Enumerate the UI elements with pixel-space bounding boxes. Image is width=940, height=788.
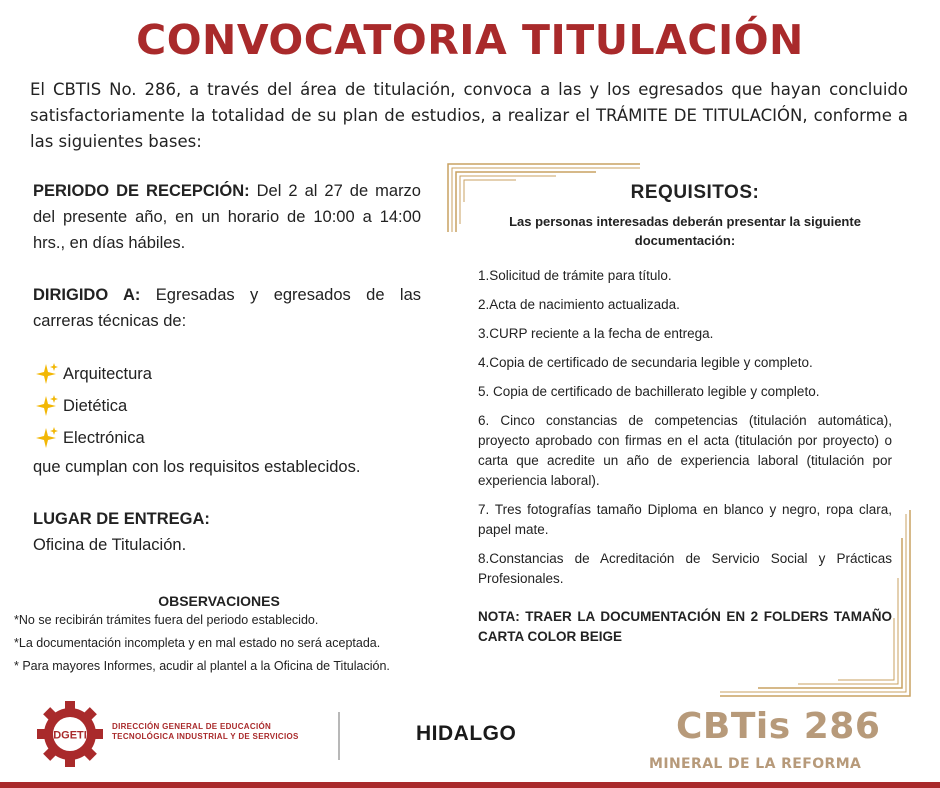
requisito-item: 2.Acta de nacimiento actualizada. [478,297,680,312]
requisitos-title: REQUISITOS: [630,182,760,203]
page-title: CONVOCATORIA TITULACIÓN [136,16,804,64]
footer [0,688,940,788]
lugar-section [33,506,421,558]
periodo-section [33,178,421,256]
career-label: Dietética [63,397,128,415]
logo-text: DGETI [53,729,87,742]
observacion-item: *La documentación incompleta y en mal estado no será aceptada. [14,636,381,650]
periodo-text: Del 2 al 27 de marzo del presente año, en un horario de 10:00 a 14:00 hrs., en días hábiles. [33,182,421,252]
sparkle-icon [33,361,59,387]
bases-column [33,178,421,558]
observaciones-section [14,593,424,682]
career-label: Arquitectura [63,365,152,383]
requisitos-list [478,266,892,589]
dirigido-label: DIRIGIDO A: [33,286,141,304]
school-name: CBTis 286 [676,706,881,747]
footer-red-bar [0,782,940,788]
dgeti-name [112,722,299,742]
dgeti-line-1: DIRECCIÓN GENERAL DE EDUCACIÓN [112,722,272,731]
career-label: Electrónica [63,429,145,447]
observacion-item: *No se recibirán trámites fuera del periodo establecido. [14,613,319,627]
sparkle-icon [33,393,59,419]
requisito-item: 7. Tres fotografías tamaño Diploma en blanco y negro, ropa clara, papel mate. [478,502,892,537]
requisito-item: 1.Solicitud de trámite para título. [478,268,672,283]
dgeti-line-2: TECNOLÓGICA INDUSTRIAL Y DE SERVICIOS [112,732,299,741]
requisito-item: 5. Copia de certificado de bachillerato legible y completo. [478,384,820,399]
requisito-item: 8.Constancias de Acreditación de Servicio Social y Prácticas Profesionales. [478,551,892,586]
school-location: MINERAL DE LA REFORMA [649,756,862,772]
state-name: HIDALGO [416,722,517,745]
dirigido-section [33,282,421,334]
dgeti-gear-logo [36,700,104,768]
requisito-item: 3.CURP reciente a la fecha de entrega. [478,326,714,341]
career-item [33,358,421,390]
career-item [33,390,421,422]
requisito-item: 4.Copia de certificado de secundaria legible y completo. [478,355,813,370]
footer-divider [338,712,340,760]
requisito-item: 6. Cinco constancias de competencias (titulación automática), proyecto aprobado con firmas en el acta (titulación por proyecto) o carta que acredite un año de experiencia laboral (titulación por experiencia laboral). [478,413,892,488]
intro-paragraph: El CBTIS No. 286, a través del área de titulación, convoca a las y los egresados que hayan concluido satisfactoriamente la totalidad de su plan de estudios, a realizar el TRÁMITE DE TITULACIÓN, conforme a las siguientes bases: [30,80,908,151]
observacion-item: * Para mayores Informes, acudir al plantel a la Oficina de Titulación. [14,659,390,673]
sparkle-icon [33,425,59,451]
requisitos-section [478,182,892,661]
careers-note: que cumplan con los requisitos establecidos. [33,458,361,476]
lugar-label: LUGAR DE ENTREGA: [33,510,210,528]
dirigido-text: Egresadas y egresados de las carreras técnicas de: [33,286,421,330]
observaciones-title: OBSERVACIONES [158,593,280,609]
career-item [33,422,421,454]
nota-text: NOTA: TRAER LA DOCUMENTACIÓN EN 2 FOLDERS TAMAÑO CARTA COLOR BEIGE [478,609,892,644]
periodo-label: PERIODO DE RECEPCIÓN: [33,182,250,200]
lugar-text: Oficina de Titulación. [33,536,187,554]
requisitos-subtitle: Las personas interesadas deberán presentar la siguiente documentación: [509,214,861,248]
